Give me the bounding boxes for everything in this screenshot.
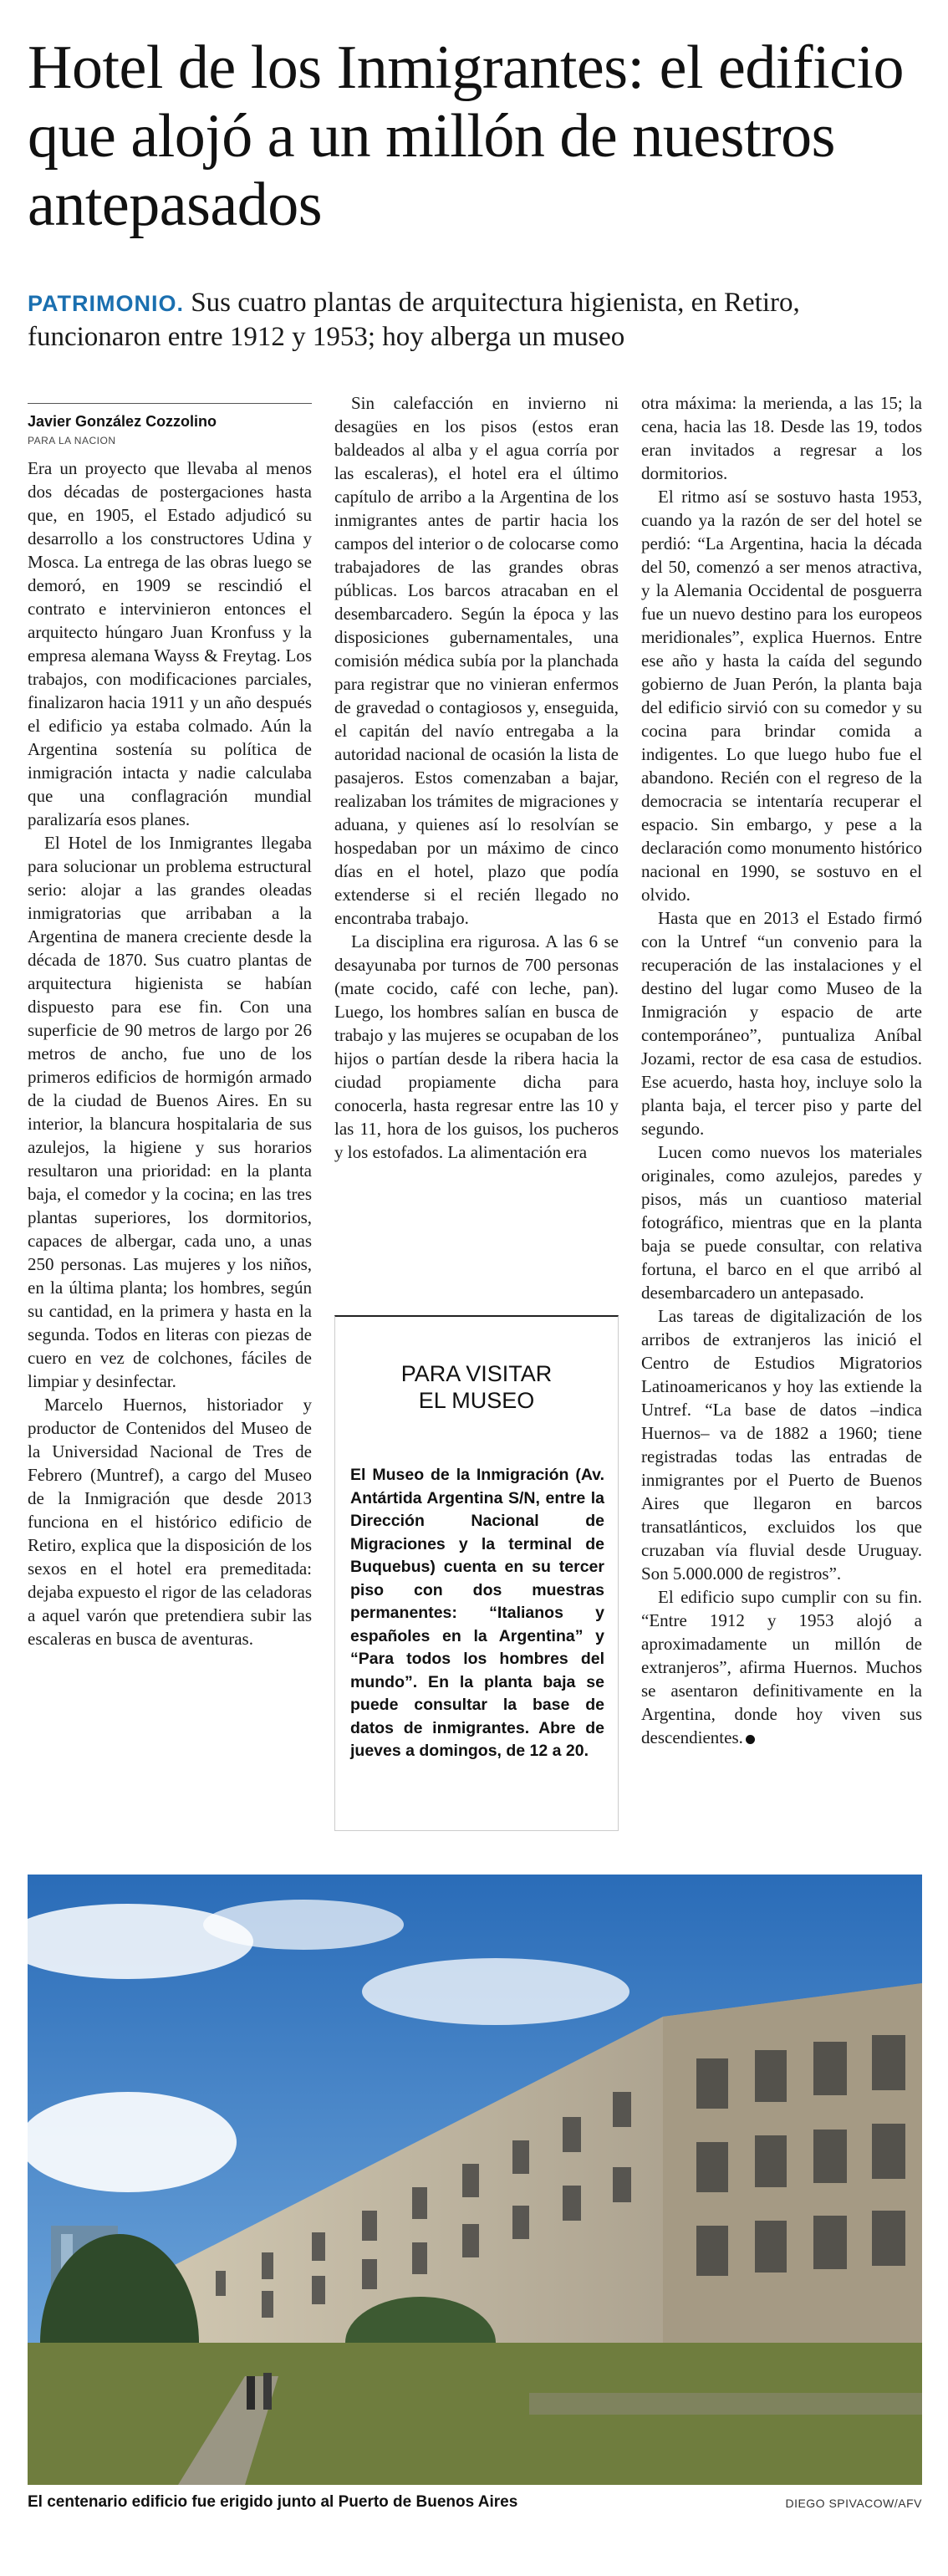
- cloud: [28, 2092, 237, 2192]
- headline: Hotel de los Inmigrantes: el edificio que alojó a un millón de nuestros antepasados: [28, 33, 905, 239]
- paragraph: Lucen como nuevos los materiales originales, como azulejos, paredes y pisos, más un cuantioso material fotográfico, mientras que en la planta baja se puede consultar, con relativa fortuna, el barco en el que arribó al desembarcadero un antepasado.: [641, 1142, 922, 1303]
- paragraph: Marcelo Huernos, historiador y productor de Contenidos del Museo de la Universidad Nacional de Tres de Febrero (Muntref), a cargo del Museo de la Inmigración que desde 2013 funciona en el histórico edificio de Retiro, explica que la disposición de los sexos en el hotel era premeditada: dejaba expuesto el rigor de las celadoras a aquel varón que pretendiera subir las escaleras en busca de aventuras.: [28, 1395, 312, 1649]
- visit-box-title-line-1: PARA VISITAR: [400, 1361, 553, 1386]
- article-column-2: [334, 391, 619, 1164]
- paragraph: Las tareas de digitalización de los arribos de extranjeros las inició el Centro de Estudios Migratorios Latinoamericanos y hoy las extiende la Untref. “La base de datos –indica Huernos– va de 1882 a 1960; tiene registradas todas las entradas de inmigrantes por el Puerto de Buenos Aires que llegaron en barcos transatlánticos, excluidos los que cruzaban vía fluvial desde Uruguay. Son 5.000.000 de registros”.: [641, 1306, 922, 1584]
- cloud: [203, 1900, 404, 1950]
- deck-text: Sus cuatro plantas de arquitectura higienista, en Retiro, funcionaron entre 1912 y 1953; hoy alberga un museo: [28, 288, 800, 352]
- visit-box-title: [335, 1360, 618, 1414]
- person: [263, 2373, 272, 2410]
- deck: [28, 286, 930, 354]
- building-photo-illustration: [28, 1875, 922, 2485]
- cloud: [362, 1958, 629, 2025]
- paragraph: El Hotel de los Inmigrantes llegaba para solucionar un problema estructural serio: alojar a las grandes oleadas inmigratorias que arribaban a la Argentina de manera creciente desde la década de 1870. Sus cuatro plantas de arquitectura higienista se habían dispuesto para ese fin. Con una superficie de 90 metros de largo por 26 metros de ancho, fue uno de los primeros edificios de hormigón armado de la ciudad de Buenos Aires. En su interior, la blancura hospitalaria de sus azulejos, la higiene y sus horarios resultaron una prioridad: en la planta baja, el comedor y la cocina; en las tres plantas superiores, los dormitorios, capaces de albergar, cada uno, a unas 250 personas. Las mujeres y los niños, en la última planta; los hombres, según su cantidad, en la primera y hasta en la segunda. Todos en literas con piezas de cuero en vez de colchones, fáciles de limpiar y desinfectar.: [28, 833, 312, 1391]
- visit-box-title-line-2: EL MUSEO: [418, 1388, 535, 1413]
- article-column-3: [641, 391, 922, 1749]
- paragraph: otra máxima: la merienda, a las 15; la cena, hacia las 18. Desde las 19, todos eran invitados a regresar a los dormitorios.: [641, 393, 922, 483]
- visit-box-body: El Museo de la Inmigración (Av. Antártida Argentina S/N, entre la Dirección Nacional de Migraciones y la terminal de Buquebus) cuenta en su tercer piso con dos muestras permanentes: “Italianos y españoles en la Argentina” y “Para todos los hombres del mundo”. En la planta baja se puede consultar la base de datos de inmigrantes. Abre de jueves a domingos, de 12 a 20.: [350, 1466, 604, 1760]
- byline-rule: [28, 403, 312, 404]
- paragraph-final: [641, 1585, 922, 1749]
- paragraph: El ritmo así se sostuvo hasta 1953, cuando ya la razón de ser del hotel se perdió: “La Argentina, hacia la década del 50, comenzó a ser menos atractiva, y la Alemania Occidental de posguerra fue un nuevo destino para los europeos meridionales”, explica Huernos. Entre ese año y hasta la caída del segundo gobierno de Juan Perón, la planta baja del edificio sirvió con su comedor y su cocina para brindar comida a indigentes. Lo que luego hubo fue el abandono. Recién con el regreso de la democracia se intentaría recuperar el espacio. Sin embargo, y pese a la declaración como monumento histórico nacional en 1990, se sostuvo en el olvido.: [641, 487, 922, 905]
- person: [247, 2376, 255, 2410]
- building-photo: [28, 1875, 922, 2485]
- visit-info-box: [334, 1315, 619, 1831]
- paragraph: Hasta que en 2013 el Estado firmó con la Untref “un convenio para la recuperación de las instalaciones y el destino del lugar como Museo de la Inmigración y espacio de arte contemporáneo”, puntualiza Aníbal Jozami, rector de esa casa de estudios. Ese acuerdo, hasta hoy, incluye solo la planta baja, el tercer piso y parte del segundo.: [641, 908, 922, 1139]
- paragraph: Sin calefacción en invierno ni desagües en los pisos (estos eran baldeados al alba y el agua corría por las escaleras), el hotel era el último capítulo de arribo a la Argentina de los inmigrantes antes de partir hacia los campos del interior o de colocarse como trabajadores de las grandes obras públicas. Los barcos atracaban en el desembarcadero. Según la época y las disposiciones gubernamentales, una comisión médica subía por la planchada para registrar que no vinieran enfermos de gravedad o contagiosos y, enseguida, el capitán del navío entregaba a la autoridad nacional de ocasión la lista de pasajeros. Estos comenzaban a bajar, realizaban los trámites de migraciones y aduana, y quienes así lo resolvían se hospedaban por un máximo de cinco días en el hotel, plazo que podía extenderse si el recién llegado no encontraba trabajo.: [334, 393, 619, 928]
- article-column-1: [28, 457, 312, 1650]
- byline-outlet: PARA LA NACION: [28, 435, 116, 446]
- paragraph-final-text: El edificio supo cumplir con su fin. “Entre 1912 y 1953 alojó a aproximadamente un millón de extranjeros”, afirma Huernos. Muchos se asentaron definitivamente en la Argentina, donde hoy viven sus descendientes.: [641, 1587, 922, 1747]
- paragraph: Era un proyecto que llevaba al menos dos décadas de postergaciones hasta que, en 1905, el Estado adjudicó su desarrollo a los constructores Udina y Mosca. La entrega de las obras luego se demoró, en 1909 se rescindió el contrato e intervinieron entonces el arquitecto húngaro Juan Kronfuss y la empresa alemana Wayss & Freytag. Los trabajos, con modificaciones parciales, finalizaron hacia 1911 y un año después el edificio ya estaba colmado. Aún la Argentina sostenía su política de inmigración intacta y nadie calculaba que una conflagración mundial paralizaría esos planes.: [28, 458, 312, 829]
- rubble: [529, 2393, 922, 2415]
- end-of-article-mark: [746, 1735, 755, 1744]
- paragraph: La disciplina era rigurosa. A las 6 se desayunaba por turnos de 700 personas (mate cocido, café con leche, pan). Luego, los hombres salían en busca de trabajo y las mujeres se ocupaban de los hijos o partían desde la ribera hacia la ciudad propiamente dicha para conocerla, hasta regresar entre las 10 y las 11, hora de los guisos, los pucheros y los estofados. La alimentación era: [334, 931, 619, 1162]
- photo-credit: DIEGO SPIVACOW/AFV: [785, 2497, 922, 2510]
- section-kicker: PATRIMONIO.: [28, 291, 184, 316]
- byline-author: Javier González Cozzolino: [28, 413, 217, 430]
- photo-caption: El centenario edificio fue erigido junto al Puerto de Buenos Aires: [28, 2493, 518, 2511]
